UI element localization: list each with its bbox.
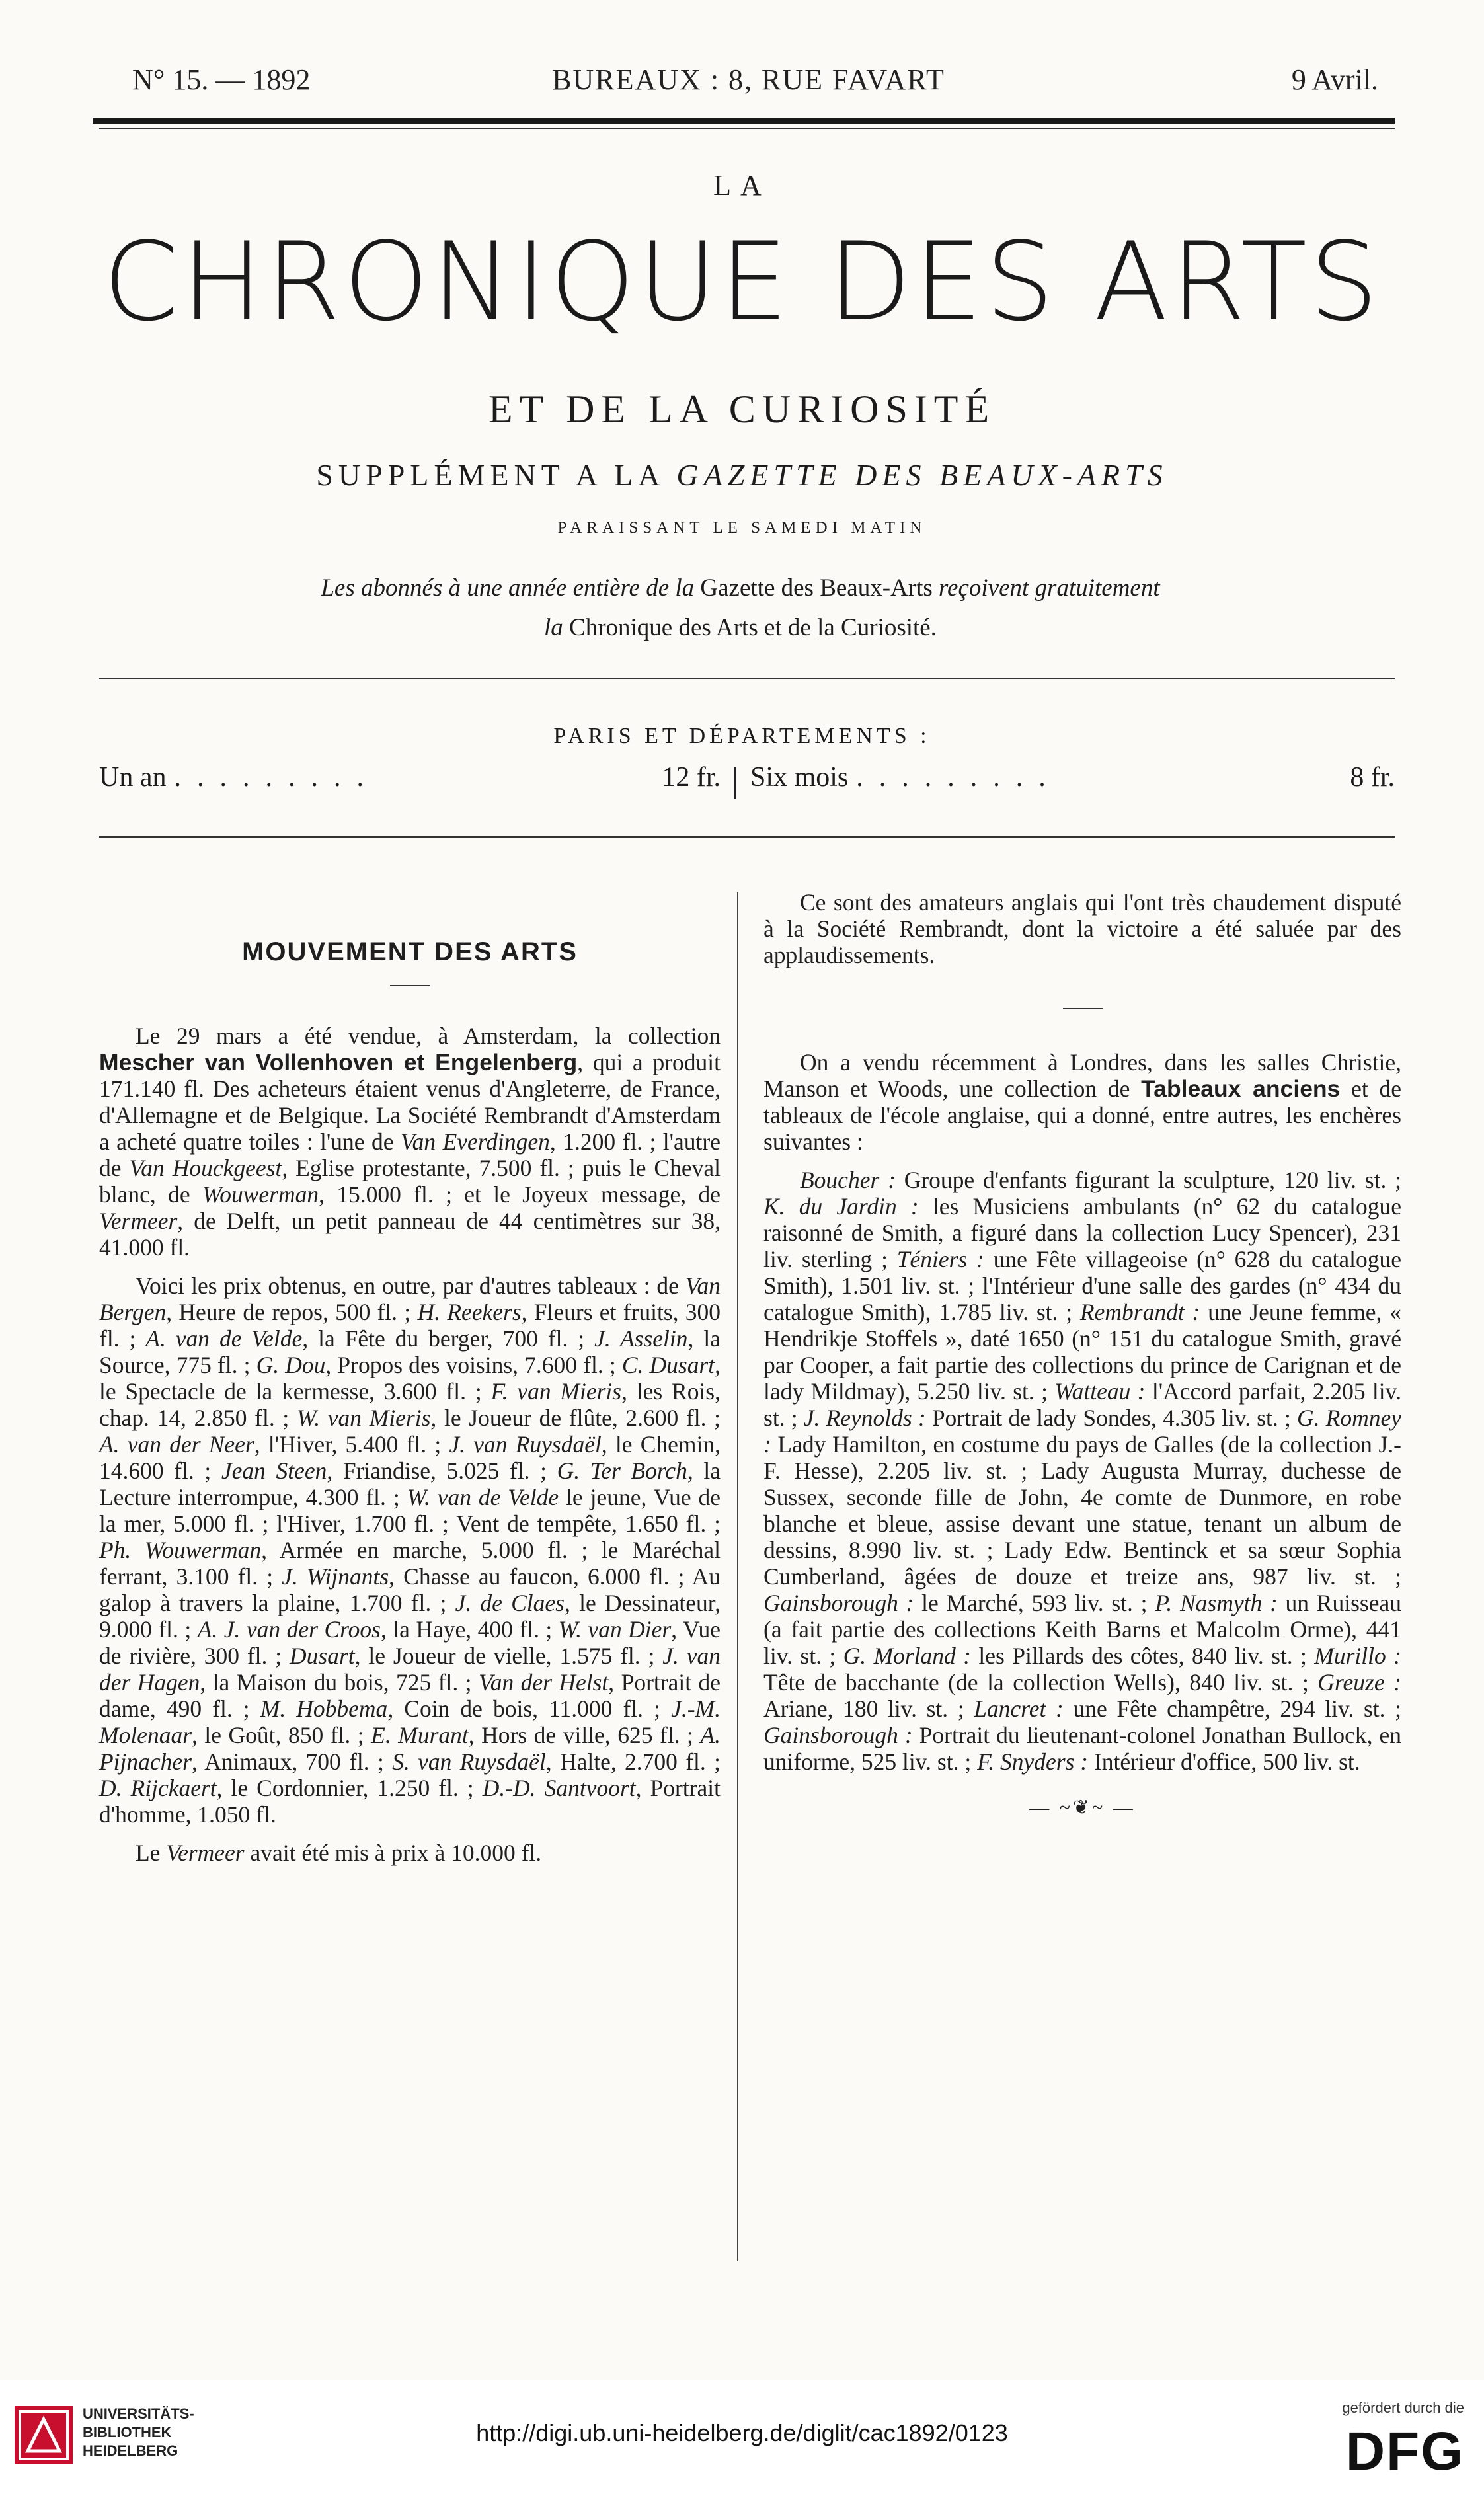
title-article: LA (713, 169, 771, 202)
price-half-year: Six mois ......... 8 fr. (750, 762, 1395, 793)
abonnes-text-1: Les abonnés à une année entière de la (321, 574, 695, 602)
university-library-name: UNIVERSITÄTS- BIBLIOTHEK HEIDELBERG (83, 2405, 194, 2459)
fleuron-ornament: — ~❦~ — (1029, 1797, 1136, 1818)
article-paragraph-1: Le 29 mars a été vendue, à Amsterdam, la collection Mescher van Vollenhoven et Engelenberg, qui a produit 171.140 fl. Des acheteurs étaient venus d'Angleterre, de France, d'Allemagne et de Belgique. La Société Rembrandt d'Amsterdam a acheté quatre toiles : l'une de Van Everdingen, 1.200 fl. ; l'autre de Van Houckgeest, Eglise protestante, 7.500 fl. ; puis le Cheval blanc, de Wouwerman, 15.000 fl. ; et le Joyeux message, de Vermeer, de Delft, un petit panneau de 44 centimètres sur 38, 41.000 fl. (99, 1023, 721, 1261)
price-half-label: Six mois (750, 762, 849, 793)
price-separator (734, 767, 736, 799)
supplement-journal: GAZETTE DES BEAUX-ARTS (676, 458, 1168, 492)
journal-subtitle: ET DE LA CURIOSITÉ (488, 387, 996, 431)
article-paragraph-4: Ce sont des amateurs anglais qui l'ont très chaudement disputé à la Société Rembrandt, dont la victoire a été saluée par des applaudissements. (763, 889, 1401, 968)
price-year-label: Un an (99, 762, 167, 793)
abonnes-gazette: Gazette des Beaux-Arts (700, 574, 933, 602)
funding-note: gefördert durch die (1342, 2399, 1464, 2416)
supplement-line (0, 457, 1484, 492)
price-year-amount: 12 fr. (662, 762, 721, 793)
abonnes-text-2: reçoivent gratuitement (939, 574, 1160, 602)
publication-schedule: PARAISSANT LE SAMEDI MATIN (557, 519, 927, 537)
right-column (763, 889, 1401, 1821)
left-column (99, 889, 721, 1866)
price-year: Un an ......... 12 fr. (99, 762, 721, 793)
price-half-amount: 8 fr. (1350, 762, 1395, 793)
section-title: MOUVEMENT DES ARTS (242, 937, 578, 966)
issue-number: N° 15. — 1892 (132, 63, 311, 96)
article-paragraph-2: Voici les prix obtenus, en outre, par d'autres tableaux : de Van Bergen, Heure de repos, 500 fl. ; H. Reekers, Fleurs et fruits, 300 fl. ; A. van de Velde, la Fête du berger, 700 fl. ; J. Asselin, la Source, 775 fl. ; G. Dou, Propos des voisins, 7.600 fl. ; C. Dusart, le Spectacle de la kermesse, 3.600 fl. ; F. van Mieris, les Rois, chap. 14, 2.850 fl. ; W. van Mieris, le Joueur de flûte, 2.600 fl. ; A. van der Neer, l'Hiver, 5.400 fl. ; J. van Ruysdaël, le Chemin, 14.600 fl. ; Jean Steen, Friandise, 5.025 fl. ; G. Ter Borch, la Lecture interrompue, 4.300 fl. ; W. van de Velde le jeune, Vue de la mer, 5.000 fl. ; l'Hiver, 1.700 fl. ; Vent de tempête, 1.650 fl. ; Ph. Wouwerman, Armée en marche, 5.000 fl. ; le Maréchal ferrant, 3.100 fl. ; J. Wijnants, Chasse au faucon, 6.000 fl. ; Au galop à travers la plaine, 1.700 fl. ; J. de Claes, le Dessinateur, 9.000 fl. ; A. J. van der Croos, la Haye, 400 fl. ; W. van Dier, Vue de rivière, 300 fl. ; Dusart, le Joueur de vielle, 1.575 fl. ; J. van der Hagen, la Maison du bois, 725 fl. ; Van der Helst, Portrait de dame, 490 fl. ; M. Hobbema, Coin de bois, 11.000 fl. ; J.-M. Molenaar, le Goût, 850 fl. ; E. Murant, Hors de ville, 625 fl. ; A. Pijnacher, Animaux, 700 fl. ; S. van Ruysdaël, Halte, 2.700 fl. ; D. Rijckaert, le Cordonnier, 1.250 fl. ; D.-D. Santvoort, Portrait d'homme, 1.050 fl. (99, 1272, 721, 1828)
subscription-rule-bottom (99, 836, 1395, 838)
abonnes-chronique: Chronique des Arts et de la Curiosité. (569, 614, 937, 641)
masthead-rule-thin (99, 128, 1395, 129)
bureaux-address: BUREAUX : 8, RUE FAVART (552, 63, 945, 96)
dfg-logo: DFG (1345, 2421, 1464, 2481)
issue-date: 9 Avril. (1291, 63, 1378, 96)
journal-title: CHRONIQUE DES ARTS (102, 219, 1382, 345)
article-paragraph-3: Le Vermeer avait été mis à prix à 10.000 fl. (136, 1840, 542, 1866)
subscription-prices (99, 761, 1395, 808)
subscription-header: PARIS ET DÉPARTEMENTS : (553, 724, 931, 748)
digitization-footer (0, 2380, 1484, 2494)
masthead-rule-top (93, 118, 1395, 124)
abonnes-text-3: la (544, 614, 563, 641)
subscription-rule-top (99, 678, 1395, 679)
masthead-topline (99, 63, 1398, 109)
article-paragraph-5: On a vendu récemment à Londres, dans les salles Christie, Manson et Woods, une collection de Tableaux anciens et de tableaux de l'école anglaise, qui a donné, entre autres, les enchères suivantes : (763, 1049, 1401, 1155)
subscriber-notice (165, 568, 1315, 648)
supplement-prefix: SUPPLÉMENT A LA (316, 458, 664, 492)
source-url[interactable]: http://digi.ub.uni-heidelberg.de/diglit/cac1892/0123 (476, 2419, 1008, 2446)
article-paragraph-6: Boucher : Groupe d'enfants figurant la sculpture, 120 liv. st. ; K. du Jardin : les Musiciens ambulants (n° 62 du catalogue raisonné de Smith, a figuré dans la collection Lucy Spencer), 231 liv. sterling ; Téniers : une Fête villageoise (n° 628 du catalogue Smith), 1.501 liv. st. ; l'Intérieur d'une salle des gardes (n° 434 du catalogue Smith), 1.785 liv. st. ; Rembrandt : une Jeune femme, « Hendrikje Stoffels », daté 1650 (n° 151 du catalogue Smith, gravé par Cooper, a fait partie des collections du prince de Carignan et de lady Mildmay), 5.250 liv. st. ; Watteau : l'Accord parfait, 2.205 liv. st. ; J. Reynolds : Portrait de lady Sondes, 4.305 liv. st. ; G. Romney : Lady Hamilton, en costume du pays de Galles (de la collection J.-F. Hesse), 2.205 liv. st. ; Lady Augusta Murray, duchesse de Sussex, seconde fille de John, 4e comte de Dunmore, en robe blanche et bleue, assise devant une statue, tenant un album de dessins, 8.990 liv. st. ; Lady Edw. Bentinck et sa sœur Sophia Cumberland, âgées de douze et treize ans, 987 liv. st. ; Gainsborough : le Marché, 593 liv. st. ; P. Nasmyth : un Ruisseau (a fait partie des collections Keith Barns et Malcolm Orme), 441 liv. st. ; G. Morland : les Pillards des côtes, 840 liv. st. ; Murillo : Tête de bacchante (de la collection Wells), 840 liv. st. ; Greuze : Ariane, 180 liv. st. ; Lancret : une Fête champêtre, 294 liv. st. ; Gainsborough : Portrait du lieutenant-colonel Jonathan Bullock, en uniforme, 525 liv. st. ; F. Snyders : Intérieur d'office, 500 liv. st. (763, 1167, 1401, 1775)
column-divider (737, 892, 738, 2261)
